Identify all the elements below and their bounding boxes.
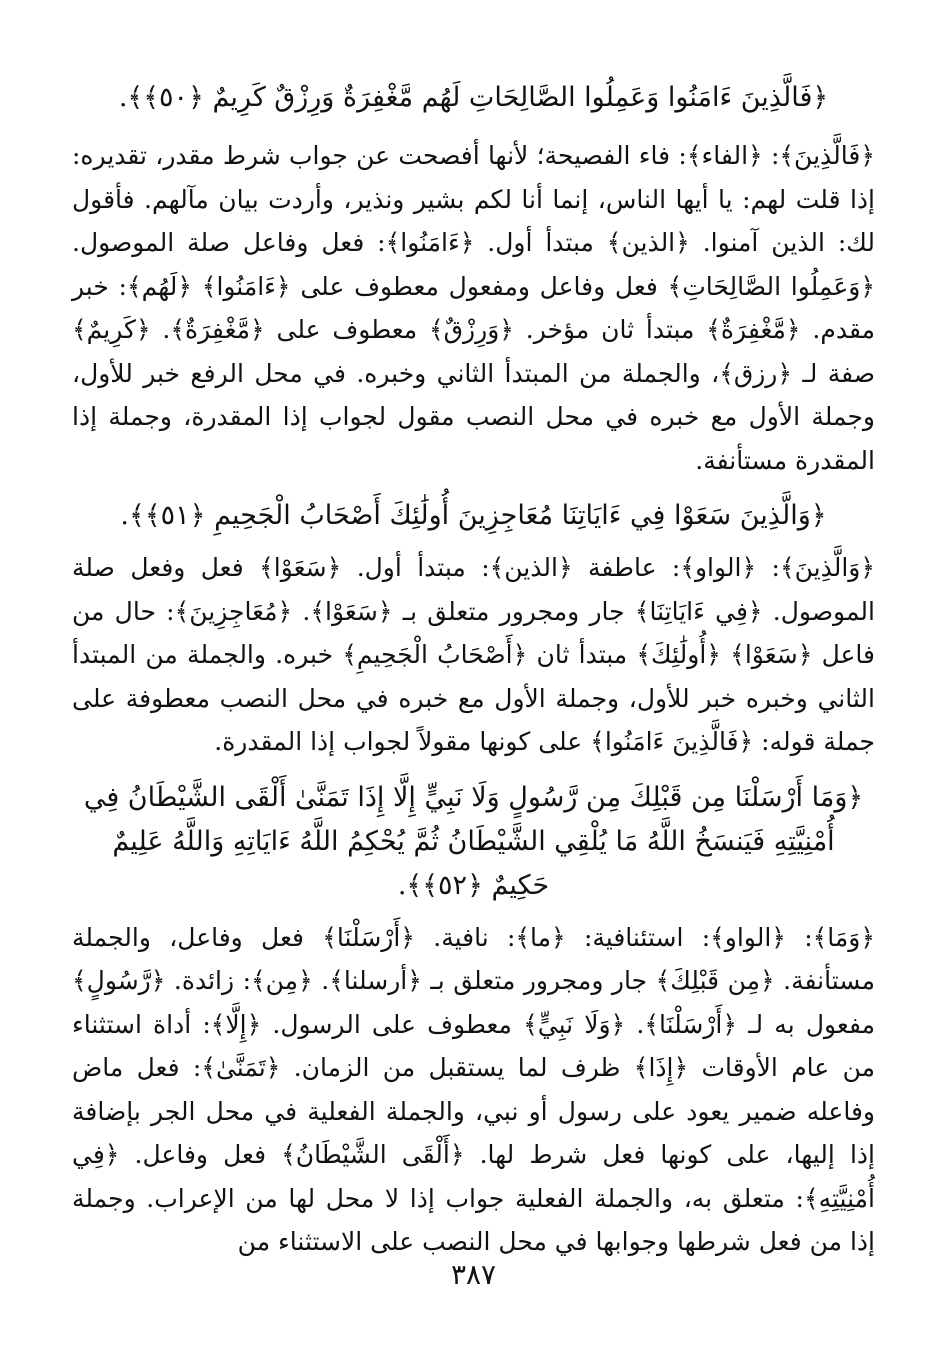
quran-verse-50: ﴿فَالَّذِينَ ءَامَنُوا وَعَمِلُوا الصَّالِحَاتِ لَهُم مَّغْفِرَةٌ وَرِزْقٌ كَرِيمٌ ﴿٥٠﴾﴾. [118, 82, 829, 113]
commentary-paragraph-3: ﴿وَمَا﴾: ﴿الواو﴾: استئنافية: ﴿ما﴾: نافية. ﴿أَرْسَلْنَا﴾ فعل وفاعل، والجملة مستأنفة. ﴿مِن قَبْلِكَ﴾ جار ومجرور متعلق بـ ﴿أرسلنا﴾. ﴿مِن﴾: زائدة. ﴿رَّسُولٍ﴾ مفعول به لـ ﴿أَرْسَلْنَا﴾. ﴿وَلَا نَبِيٍّ﴾ معطوف على الرسول. ﴿إِلَّا﴾: أداة استثناء من عام الأوقات ﴿إِذَا﴾ ظرف لما يستقبل من الزمان. ﴿تَمَنَّىٰ﴾: فعل ماض وفاعله ضمير يعود على رسول أو نبي، والجملة الفعلية في محل الجر بإضافة إذا إليها، على كونها فعل شرط لها. ﴿أَلْقَى الشَّيْطَانُ﴾ فعل وفاعل. ﴿فِي أُمْنِيَّتِهِ﴾: متعلق به، والجملة الفعلية جواب إذا لا محل لها من الإعراب. وجملة إذا من فعل شرطها وجوابها في محل النصب على الاستثناء من [72, 922, 875, 1256]
commentary-paragraph-1: ﴿فَالَّذِينَ﴾: ﴿الفاء﴾: فاء الفصيحة؛ لأنها أفصحت عن جواب شرط مقدر، تقديره: إذا قلت لهم: يا أيها الناس، إنما أنا لكم بشير ونذير، وأردت بيان مآلهم. فأقول لك: الذين آمنوا. ﴿الذين﴾ مبتدأ أول. ﴿ءَامَنُوا﴾: فعل وفاعل صلة الموصول. ﴿وَعَمِلُوا الصَّالِحَاتِ﴾ فعل وفاعل ومفعول معطوف على ﴿ءَامَنُوا﴾ ﴿لَهُم﴾: خبر مقدم. ﴿مَّغْفِرَةٌ﴾ مبتدأ ثان مؤخر. ﴿وَرِزْقٌ﴾ معطوف على ﴿مَّغْفِرَةٌ﴾. ﴿كَرِيمٌ﴾ صفة لـ ﴿رزق﴾، والجملة من المبتدأ الثاني وخبره. في محل الرفع خبر للأول، وجملة الأول مع خبره في محل النصب مقول لجواب إذا المقدرة، وجملة إذا المقدرة مستأنفة. [72, 141, 875, 475]
page-number: ٣٨٧ [450, 1258, 497, 1291]
commentary-paragraph-2: ﴿وَالَّذِينَ﴾: ﴿الواو﴾: عاطفة ﴿الذين﴾: مبتدأ أول. ﴿سَعَوْا﴾ فعل وفعل صلة الموصول. ﴿فِي ءَايَاتِنَا﴾ جار ومجرور متعلق بـ ﴿سَعَوْا﴾. ﴿مُعَاجِزِينَ﴾: حال من فاعل ﴿سَعَوْا﴾ ﴿أُولَٰئِكَ﴾ مبتدأ ثان ﴿أَصْحَابُ الْجَحِيمِ﴾ خبره. والجملة من المبتدأ الثاني وخبره خبر للأول، وجملة الأول مع خبره في محل النصب معطوفة على جملة قوله: ﴿فَالَّذِينَ ءَامَنُوا﴾ على كونها مقولاً لجواب إذا المقدرة. [72, 553, 875, 756]
quran-verse-52: ﴿وَمَا أَرْسَلْنَا مِن قَبْلِكَ مِن رَّسُولٍ وَلَا نَبِيٍّ إِلَّا إِذَا تَمَنَّىٰ أَلْقَى الشَّيْطَانُ فِي أُمْنِيَّتِهِ فَيَنسَخُ اللَّهُ مَا يُلْقِي الشَّيْطَانُ ثُمَّ يُحْكِمُ اللَّهُ ءَايَاتِهِ وَاللَّهُ عَلِيمٌ حَكِيمٌ ﴿٥٢﴾﴾. [83, 781, 864, 901]
quran-verse-51: ﴿وَالَّذِينَ سَعَوْا فِي ءَايَاتِنَا مُعَاجِزِينَ أُولَٰئِكَ أَصْحَابُ الْجَحِيمِ ﴿٥١﴾﴾. [120, 500, 827, 531]
